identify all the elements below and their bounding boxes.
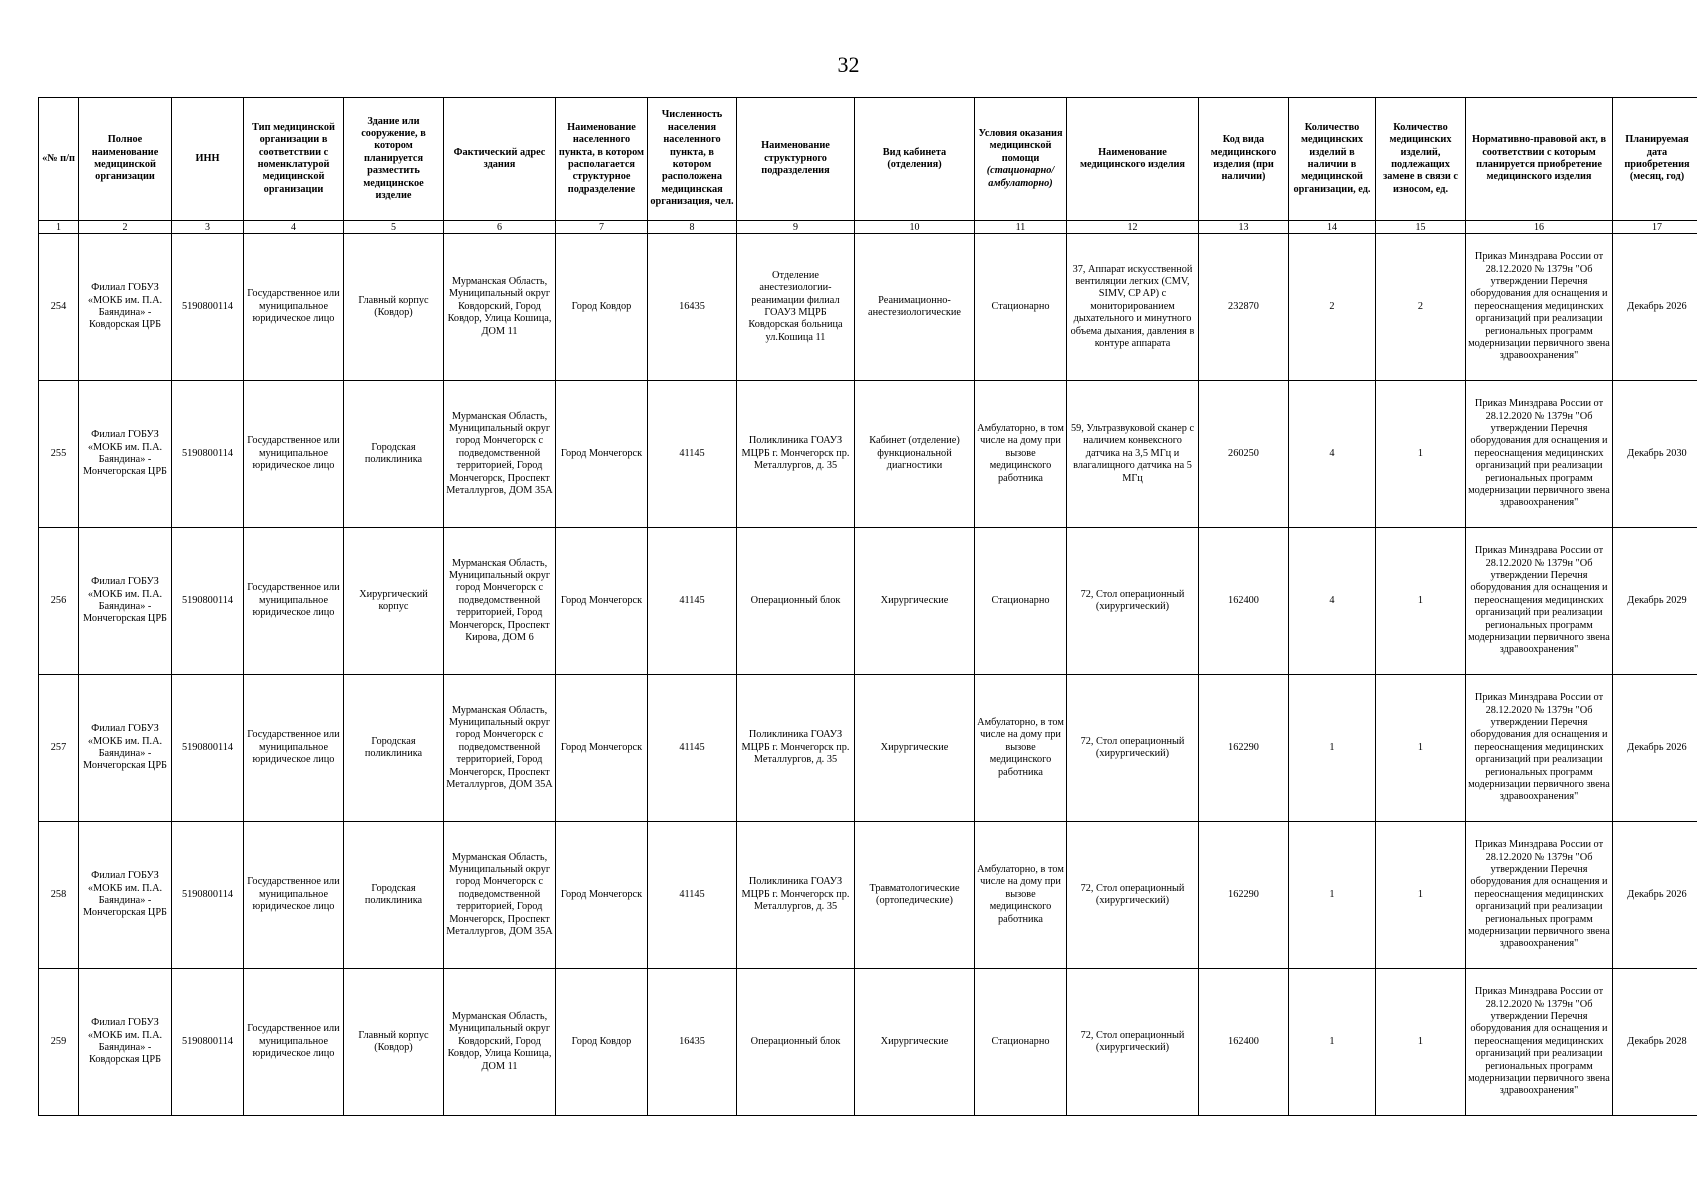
header-cell: Нормативно-правовой акт, в соответствии с которым планируется приобретение медицинского изделия	[1466, 98, 1613, 221]
header-cell: Планируемая дата приобретения (месяц, год)	[1613, 98, 1697, 221]
table-cell-c7: Город Мончегорск	[556, 822, 648, 969]
header-cell: Наименование медицинского изделия	[1067, 98, 1199, 221]
table-cell-c16: Приказ Минздрава России от 28.12.2020 № 1379н "Об утверждении Перечня оборудования для оснащения и переоснащения медицинских организаций при реализации региональных программ модернизации первичного звена здравоохранения"	[1466, 675, 1613, 822]
table-cell-c3: 5190800114	[172, 528, 244, 675]
header-cell: Количество медицинских изделий, подлежащих замене в связи с износом, ед.	[1376, 98, 1466, 221]
table-cell-c7: Город Мончегорск	[556, 381, 648, 528]
table-cell-c13: 162290	[1199, 675, 1289, 822]
table-cell-c7: Город Ковдор	[556, 234, 648, 381]
table-cell-c15: 1	[1376, 675, 1466, 822]
column-number-cell: 5	[344, 221, 444, 234]
table-cell-c12: 72, Стол операционный (хирургический)	[1067, 528, 1199, 675]
table-body	[39, 221, 1697, 1116]
table-cell-c1: 255	[39, 381, 79, 528]
table-cell-c15: 1	[1376, 822, 1466, 969]
column-number-cell: 2	[79, 221, 172, 234]
table-cell-c12: 72, Стол операционный (хирургический)	[1067, 675, 1199, 822]
table-cell-c11: Амбулаторно, в том числе на дому при вызове медицинского работника	[975, 381, 1067, 528]
table-cell-c3: 5190800114	[172, 381, 244, 528]
table-cell-c9: Операционный блок	[737, 969, 855, 1116]
column-number-cell: 7	[556, 221, 648, 234]
table-cell-c16: Приказ Минздрава России от 28.12.2020 № 1379н "Об утверждении Перечня оборудования для оснащения и переоснащения медицинских организаций при реализации региональных программ модернизации первичного звена здравоохранения"	[1466, 822, 1613, 969]
table-cell-c15: 1	[1376, 528, 1466, 675]
table-cell-c8: 16435	[648, 969, 737, 1116]
table-cell-c14: 1	[1289, 822, 1376, 969]
table-cell-c6: Мурманская Область, Муниципальный округ Ковдорский, Город Ковдор, Улица Кошица, ДОМ 11	[444, 969, 556, 1116]
table-cell-c8: 41145	[648, 381, 737, 528]
header-cell-conditions	[975, 98, 1067, 221]
table-cell-c10: Реанимационно-анестезиологические	[855, 234, 975, 381]
table-cell-c8: 41145	[648, 675, 737, 822]
column-number-cell: 10	[855, 221, 975, 234]
table-cell-c6: Мурманская Область, Муниципальный округ город Мончегорск с подведомственной территорией, Город Мончегорск, Проспект Металлургов, ДОМ 35А	[444, 381, 556, 528]
header-cell: «№ п/п	[39, 98, 79, 221]
page-number: 32	[837, 52, 860, 77]
table-cell-c2: Филиал ГОБУЗ «МОКБ им. П.А. Баяндина» - Ковдорская ЦРБ	[79, 234, 172, 381]
column-number-cell: 14	[1289, 221, 1376, 234]
table-cell-c10: Хирургические	[855, 969, 975, 1116]
table-cell-c11: Стационарно	[975, 234, 1067, 381]
table-cell-c1: 259	[39, 969, 79, 1116]
table-cell-c12: 72, Стол операционный (хирургический)	[1067, 822, 1199, 969]
table-cell-c6: Мурманская Область, Муниципальный округ город Мончегорск с подведомственной территорией, Город Мончегорск, Проспект Кирова, ДОМ 6	[444, 528, 556, 675]
column-number-cell: 3	[172, 221, 244, 234]
table-cell-c16: Приказ Минздрава России от 28.12.2020 № 1379н "Об утверждении Перечня оборудования для оснащения и переоснащения медицинских организаций при реализации региональных программ модернизации первичного звена здравоохранения"	[1466, 528, 1613, 675]
table-cell-c10: Хирургические	[855, 675, 975, 822]
table-cell-c5: Городская поликлиника	[344, 675, 444, 822]
table-cell-c3: 5190800114	[172, 675, 244, 822]
table-cell-c17: Декабрь 2026	[1613, 822, 1697, 969]
table-cell-c12: 59, Ультразвуковой сканер с наличием конвексного датчика на 3,5 МГц и влагалищного датчика на 5 МГц	[1067, 381, 1199, 528]
table-cell-c17: Декабрь 2028	[1613, 969, 1697, 1116]
table-cell-c2: Филиал ГОБУЗ «МОКБ им. П.А. Баяндина» - Мончегорская ЦРБ	[79, 675, 172, 822]
table-cell-c10: Кабинет (отделение) функциональной диагностики	[855, 381, 975, 528]
table-cell-c5: Главный корпус (Ковдор)	[344, 234, 444, 381]
table-cell-c8: 41145	[648, 528, 737, 675]
table-cell-c5: Городская поликлиника	[344, 381, 444, 528]
table-cell-c12: 37, Аппарат искусственной вентиляции легких (CMV, SIMV, CP AP) с мониторированием дыхательного и минутного объема дыхания, давления в контуре аппарата	[1067, 234, 1199, 381]
table-cell-c14: 1	[1289, 675, 1376, 822]
table-cell-c4: Государственное или муниципальное юридическое лицо	[244, 675, 344, 822]
table-cell-c10: Травматологические (ортопедические)	[855, 822, 975, 969]
table-cell-c9: Поликлиника ГОАУЗ МЦРБ г. Мончегорск пр. Металлургов, д. 35	[737, 381, 855, 528]
table-cell-c7: Город Ковдор	[556, 969, 648, 1116]
column-number-cell: 17	[1613, 221, 1697, 234]
table-cell-c8: 41145	[648, 822, 737, 969]
column-number-cell: 6	[444, 221, 556, 234]
table-cell-c2: Филиал ГОБУЗ «МОКБ им. П.А. Баяндина» - Ковдорская ЦРБ	[79, 969, 172, 1116]
table-cell-c13: 260250	[1199, 381, 1289, 528]
table-cell-c1: 257	[39, 675, 79, 822]
table-cell-c13: 232870	[1199, 234, 1289, 381]
table-cell-c4: Государственное или муниципальное юридическое лицо	[244, 234, 344, 381]
header-row	[39, 98, 1697, 221]
table-cell-c11: Амбулаторно, в том числе на дому при вызове медицинского работника	[975, 822, 1067, 969]
header-cell: Наименование структурного подразделения	[737, 98, 855, 221]
column-number-cell: 9	[737, 221, 855, 234]
table-cell-c3: 5190800114	[172, 822, 244, 969]
header-cell: Здание или сооружение, в котором планируется разместить медицинское изделие	[344, 98, 444, 221]
table-cell-c12: 72, Стол операционный (хирургический)	[1067, 969, 1199, 1116]
column-number-cell: 12	[1067, 221, 1199, 234]
table-cell-c11: Амбулаторно, в том числе на дому при вызове медицинского работника	[975, 675, 1067, 822]
table-cell-c7: Город Мончегорск	[556, 675, 648, 822]
table-row	[39, 969, 1697, 1116]
column-number-row	[39, 221, 1697, 234]
table-cell-c4: Государственное или муниципальное юридическое лицо	[244, 381, 344, 528]
table-cell-c16: Приказ Минздрава России от 28.12.2020 № 1379н "Об утверждении Перечня оборудования для оснащения и переоснащения медицинских организаций при реализации региональных программ модернизации первичного звена здравоохранения"	[1466, 234, 1613, 381]
table-row	[39, 822, 1697, 969]
table-cell-c10: Хирургические	[855, 528, 975, 675]
column-number-cell: 8	[648, 221, 737, 234]
table-cell-c9: Поликлиника ГОАУЗ МЦРБ г. Мончегорск пр. Металлургов, д. 35	[737, 675, 855, 822]
table-cell-c6: Мурманская Область, Муниципальный округ город Мончегорск с подведомственной территорией, Город Мончегорск, Проспект Металлургов, ДОМ 35А	[444, 675, 556, 822]
table-cell-c17: Декабрь 2026	[1613, 675, 1697, 822]
table-cell-c17: Декабрь 2030	[1613, 381, 1697, 528]
table-cell-c16: Приказ Минздрава России от 28.12.2020 № 1379н "Об утверждении Перечня оборудования для оснащения и переоснащения медицинских организаций при реализации региональных программ модернизации первичного звена здравоохранения"	[1466, 969, 1613, 1116]
table-cell-c17: Декабрь 2029	[1613, 528, 1697, 675]
column-number-cell: 16	[1466, 221, 1613, 234]
table-cell-c9: Операционный блок	[737, 528, 855, 675]
table-cell-c4: Государственное или муниципальное юридическое лицо	[244, 528, 344, 675]
table-cell-c3: 5190800114	[172, 234, 244, 381]
table-cell-c17: Декабрь 2026	[1613, 234, 1697, 381]
table-cell-c2: Филиал ГОБУЗ «МОКБ им. П.А. Баяндина» - Мончегорская ЦРБ	[79, 528, 172, 675]
table-cell-c14: 4	[1289, 528, 1376, 675]
table-cell-c4: Государственное или муниципальное юридическое лицо	[244, 969, 344, 1116]
header-conditions-label: Условия оказания медицинской помощи	[978, 127, 1063, 164]
table-cell-c6: Мурманская Область, Муниципальный округ Ковдорский, Город Ковдор, Улица Кошица, ДОМ 11	[444, 234, 556, 381]
table-cell-c9: Поликлиника ГОАУЗ МЦРБ г. Мончегорск пр. Металлургов, д. 35	[737, 822, 855, 969]
table-cell-c7: Город Мончегорск	[556, 528, 648, 675]
header-cell: Численность населения населенного пункта, в котором расположена медицинская организация, чел.	[648, 98, 737, 221]
table-cell-c15: 1	[1376, 381, 1466, 528]
table-cell-c15: 1	[1376, 969, 1466, 1116]
table-cell-c13: 162400	[1199, 528, 1289, 675]
table-cell-c13: 162400	[1199, 969, 1289, 1116]
table-row	[39, 381, 1697, 528]
header-conditions-italic: (стационарно/ амбулаторно)	[986, 165, 1055, 189]
header-cell: Тип медицинской организации в соответствии с номенклатурой медицинской организации	[244, 98, 344, 221]
table-cell-c6: Мурманская Область, Муниципальный округ город Мончегорск с подведомственной территорией, Город Мончегорск, Проспект Металлургов, ДОМ 35А	[444, 822, 556, 969]
table-cell-c2: Филиал ГОБУЗ «МОКБ им. П.А. Баяндина» - Мончегорская ЦРБ	[79, 381, 172, 528]
column-number-cell: 4	[244, 221, 344, 234]
table-cell-c5: Городская поликлиника	[344, 822, 444, 969]
column-number-cell: 15	[1376, 221, 1466, 234]
table-cell-c15: 2	[1376, 234, 1466, 381]
table-cell-c14: 2	[1289, 234, 1376, 381]
column-number-cell: 11	[975, 221, 1067, 234]
table-cell-c4: Государственное или муниципальное юридическое лицо	[244, 822, 344, 969]
table-cell-c13: 162290	[1199, 822, 1289, 969]
table-cell-c9: Отделение анестезиологии-реанимации филиал ГОАУЗ МЦРБ Ковдорская больница ул.Кошица 11	[737, 234, 855, 381]
table-cell-c3: 5190800114	[172, 969, 244, 1116]
table-cell-c5: Хирургический корпус	[344, 528, 444, 675]
table-row	[39, 675, 1697, 822]
header-cell: Фактический адрес здания	[444, 98, 556, 221]
header-cell: Наименование населенного пункта, в котором располагается структурное подразделение	[556, 98, 648, 221]
table-cell-c14: 1	[1289, 969, 1376, 1116]
table-row	[39, 234, 1697, 381]
header-cell: Код вида медицинского изделия (при наличии)	[1199, 98, 1289, 221]
table-cell-c11: Стационарно	[975, 969, 1067, 1116]
column-number-cell: 1	[39, 221, 79, 234]
column-number-cell: 13	[1199, 221, 1289, 234]
table-cell-c14: 4	[1289, 381, 1376, 528]
header-cell: Вид кабинета (отделения)	[855, 98, 975, 221]
table-row	[39, 528, 1697, 675]
table-cell-c1: 254	[39, 234, 79, 381]
table-cell-c8: 16435	[648, 234, 737, 381]
header-cell: Полное наименование медицинской организации	[79, 98, 172, 221]
header-cell: ИНН	[172, 98, 244, 221]
table-cell-c2: Филиал ГОБУЗ «МОКБ им. П.А. Баяндина» - Мончегорская ЦРБ	[79, 822, 172, 969]
table-cell-c16: Приказ Минздрава России от 28.12.2020 № 1379н "Об утверждении Перечня оборудования для оснащения и переоснащения медицинских организаций при реализации региональных программ модернизации первичного звена здравоохранения"	[1466, 381, 1613, 528]
equipment-table	[38, 97, 1697, 1116]
header-cell: Количество медицинских изделий в наличии в медицинской организации, ед.	[1289, 98, 1376, 221]
table-cell-c5: Главный корпус (Ковдор)	[344, 969, 444, 1116]
table-cell-c11: Стационарно	[975, 528, 1067, 675]
table-cell-c1: 258	[39, 822, 79, 969]
table-cell-c1: 256	[39, 528, 79, 675]
